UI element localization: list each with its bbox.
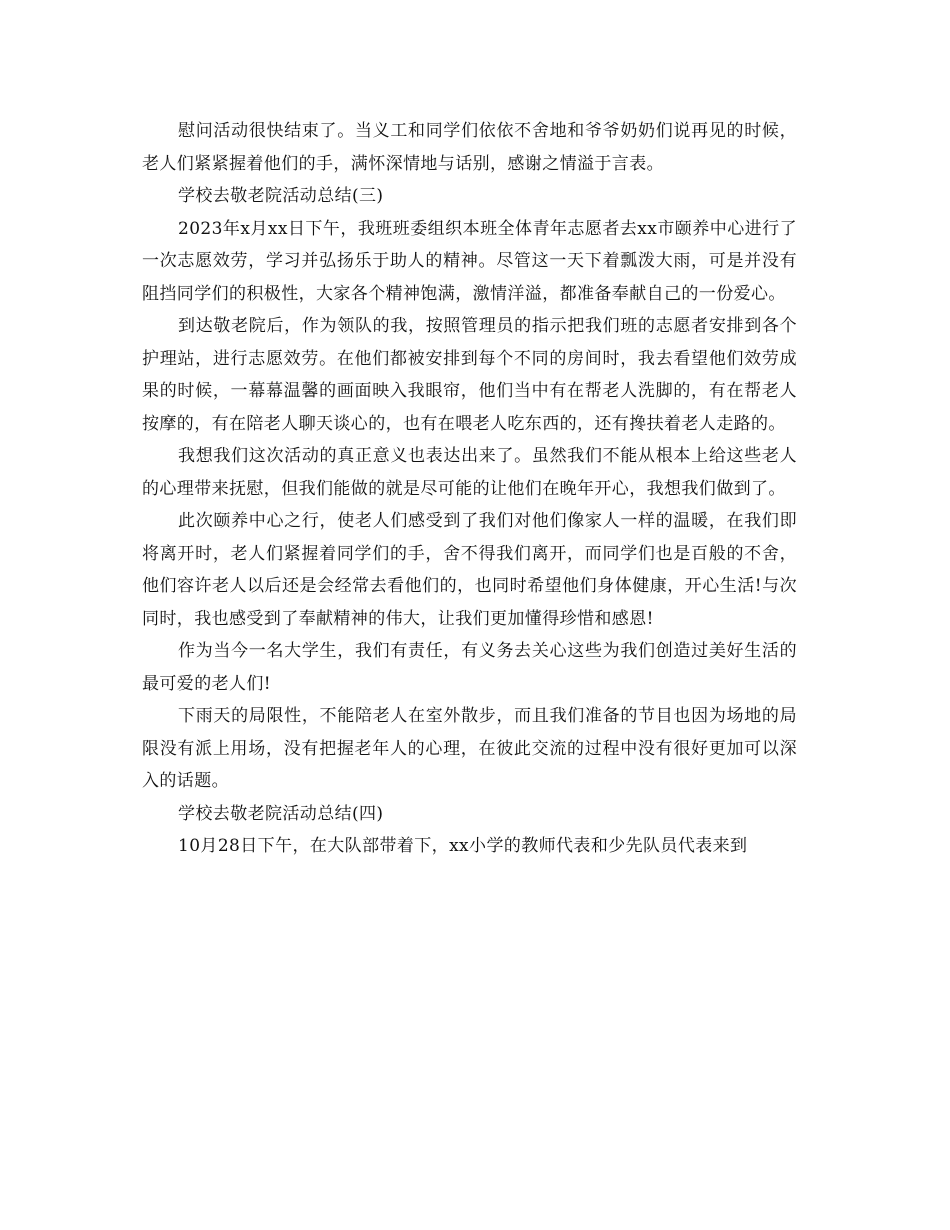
paragraph-limitations: 下雨天的局限性，不能陪老人在室外散步，而且我们准备的节目也因为场地的局限没有派上用场，没有把握老年人的心理，在彼此交流的过程中没有很好更加可以深入的话题。 [142,706,797,791]
paragraph-visit-end: 慰问活动很快结束了。当义工和同学们依依不舍地和爷爷奶奶们说再见的时候，老人们紧紧握着他们的手，满怀深情地与话别，感谢之情溢于言表。 [142,121,797,174]
paragraph-warmth: 此次颐养中心之行，使老人们感受到了我们对他们像家人一样的温暖，在我们即将离开时，老人们紧握着同学们的手，舍不得我们离开，而同学们也是百般的不舍，他们容许老人以后还是会经常去看他们的，也同时希望他们身体健康，开心生活!与次同时，我也感受到了奉献精神的伟大，让我们更加懂得珍惜和感恩! [142,511,797,629]
section-heading-3: 学校去敬老院活动总结(三) [178,186,384,206]
paragraph-arrival: 到达敬老院后，作为领队的我，按照管理员的指示把我们班的志愿者安排到各个护理站，进行志愿效劳。在他们都被安排到每个不同的房间时，我去看望他们效劳成果的时候，一幕幕温馨的画面映入我眼帘，他们当中有在帮老人洗脚的，有在帮老人按摩的，有在陪老人聊天谈心的，也有在喂老人吃东西的，还有搀扶着老人走路的。 [142,316,797,434]
paragraph-volunteer-intro: 2023年x月xx日下午，我班班委组织本班全体青年志愿者去xx市颐养中心进行了一次志愿效劳，学习并弘扬乐于助人的精神。尽管这一天下着瓢泼大雨，可是并没有阻挡同学们的积极性，大家各个精神饱满，激情洋溢，都准备奉献自己的一份爱心。 [142,218,797,304]
document-body [142,115,797,863]
paragraph-october-visit: 10月28日下午，在大队部带着下，xx小学的教师代表和少先队员代表来到 [178,836,748,856]
section-heading-4: 学校去敬老院活动总结(四) [178,803,384,824]
paragraph-meaning: 我想我们这次活动的真正意义也表达出来了。虽然我们不能从根本上给这些老人的心理带来抚慰，但我们能做的就是尽可能的让他们在晚年开心，我想我们做到了。 [142,446,797,499]
paragraph-responsibility: 作为当今一名大学生，我们有责任，有义务去关心这些为我们创造过美好生活的最可爱的老人们! [142,641,797,694]
